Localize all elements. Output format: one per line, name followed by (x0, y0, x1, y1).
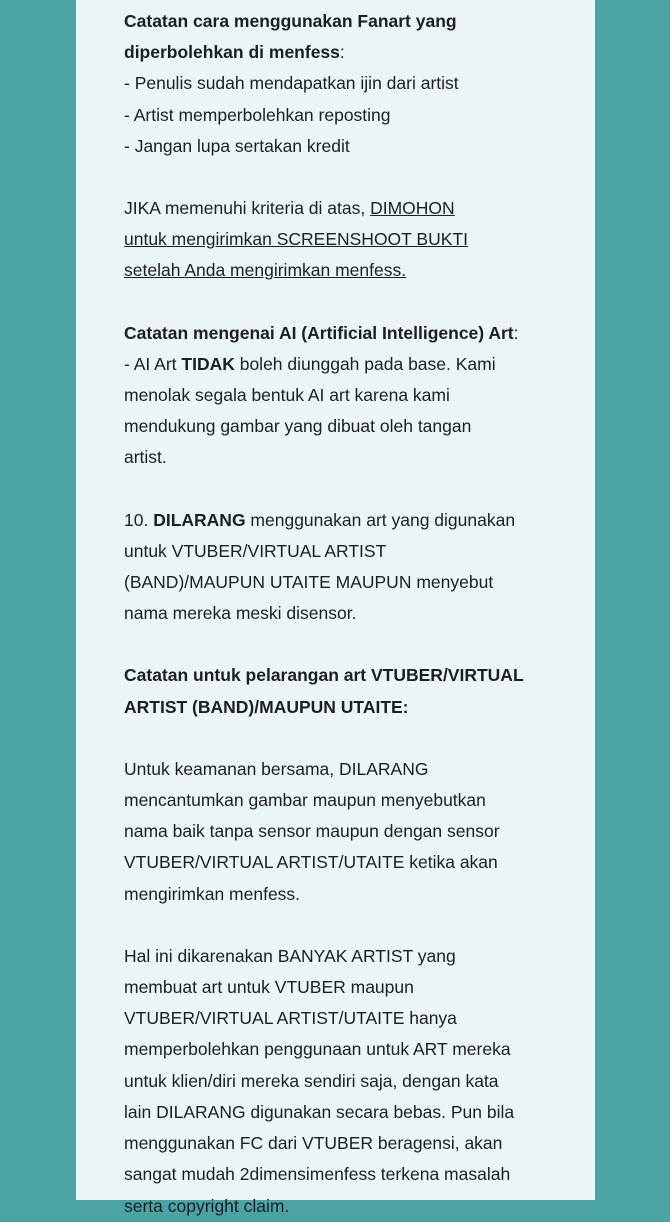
rule10-number: 10. (124, 509, 154, 530)
reason-line: membuat art untuk VTUBER maupun (124, 977, 414, 998)
safety-line: mencantumkan gambar maupun menyebutkan (124, 790, 486, 811)
safety-line: mengirimkan menfess. (124, 883, 301, 904)
reason-line: lain DILARANG digunakan secara bebas. Pun bila (124, 1101, 515, 1122)
proof-link: DIMOHON (370, 198, 455, 219)
proof-line1 (124, 193, 555, 224)
rule10-line: nama mereka meski disensor. (124, 603, 357, 624)
ai-title-colon: : (513, 322, 519, 343)
vtuber-note-title: ARTIST (BAND)/MAUPUN UTAITE: (124, 696, 409, 717)
reason-section (124, 941, 555, 1222)
ai-title: Catatan mengenai AI (Artificial Intelligence) Art (124, 322, 514, 343)
vtuber-note-section (124, 660, 555, 722)
reason-line: memperbolehkan penggunaan untuk ART mereka (124, 1039, 511, 1060)
reason-line: sangat mudah 2dimensimenfess terkena masalah (124, 1164, 511, 1185)
ai-section (124, 318, 555, 474)
ai-body-line: menolak segala bentuk AI art karena kami (124, 385, 450, 406)
fanart-item: - Penulis sudah mendapatkan ijin dari artist (124, 73, 459, 94)
rule10-line: (BAND)/MAUPUN UTAITE MAUPUN menyebut (124, 572, 494, 593)
fanart-item: - Artist memperbolehkan reposting (124, 104, 391, 125)
proof-link: setelah Anda mengirimkan menfess. (124, 260, 407, 281)
rule10-emphasis: DILARANG (153, 509, 246, 530)
proof-section (124, 193, 555, 287)
ai-body-rest: boleh diunggah pada base. Kami (234, 353, 496, 374)
reason-line: serta copyright claim. (124, 1195, 290, 1216)
ai-body-line1 (124, 349, 555, 380)
rule10-rest: menggunakan art yang digunakan (245, 509, 516, 530)
rule10-line1 (124, 505, 555, 536)
safety-section (124, 754, 555, 910)
safety-line: nama baik tanpa sensor maupun dengan sensor (124, 821, 500, 842)
ai-body-prefix: - AI Art (124, 353, 182, 374)
vtuber-note-title: Catatan untuk pelarangan art VTUBER/VIRTUAL (124, 665, 524, 686)
ai-body-line: mendukung gambar yang dibuat oleh tangan (124, 416, 472, 437)
proof-link: untuk mengirimkan SCREENSHOOT BUKTI (124, 229, 468, 250)
safety-line: VTUBER/VIRTUAL ARTIST/UTAITE ketika akan (124, 852, 498, 873)
rule10-section (124, 505, 555, 630)
rules-page (76, 0, 595, 1216)
reason-line: menggunakan FC dari VTUBER beragensi, akan (124, 1133, 503, 1154)
fanart-title-colon: : (339, 42, 345, 63)
rule10-line: untuk VTUBER/VIRTUAL ARTIST (124, 540, 387, 561)
fanart-title-line2 (124, 37, 555, 68)
reason-line: untuk klien/diri mereka sendiri saja, dengan kata (124, 1070, 499, 1091)
reason-line: Hal ini dikarenakan BANYAK ARTIST yang (124, 945, 456, 966)
ai-body-line: artist. (124, 447, 167, 468)
ai-body-emphasis: TIDAK (181, 353, 235, 374)
fanart-title-text: diperbolehkan di menfess (124, 42, 340, 63)
proof-prefix: JIKA memenuhi kriteria di atas, (124, 198, 371, 219)
fanart-title: Catatan cara menggunakan Fanart yang (124, 11, 457, 31)
safety-line: Untuk keamanan bersama, DILARANG (124, 758, 429, 779)
ai-title-line (124, 318, 555, 349)
fanart-section (124, 6, 555, 162)
fanart-item: - Jangan lupa sertakan kredit (124, 135, 350, 156)
reason-line: VTUBER/VIRTUAL ARTIST/UTAITE hanya (124, 1008, 457, 1029)
